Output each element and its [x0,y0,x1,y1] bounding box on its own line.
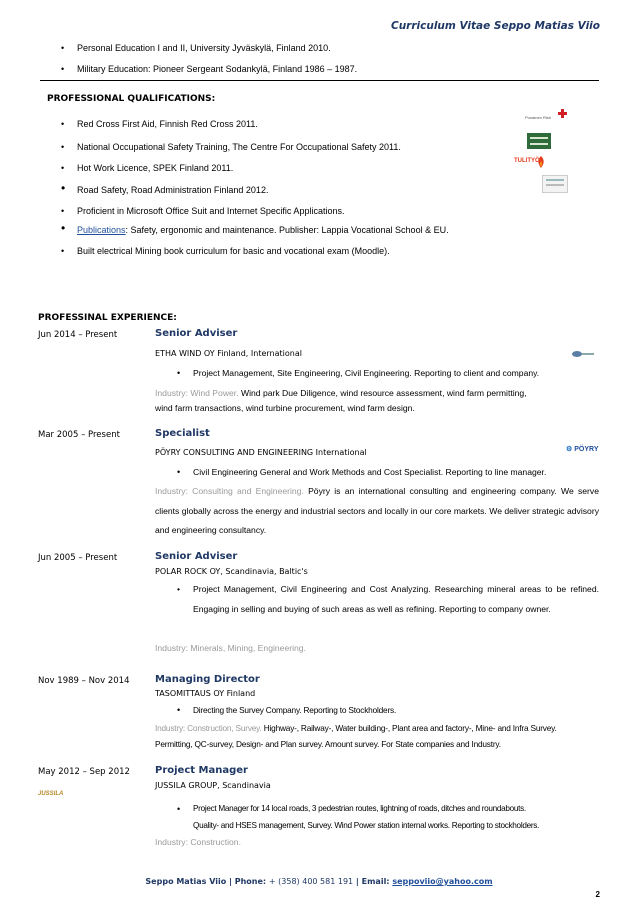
job-industry: Industry: Construction. [155,837,241,847]
qualifications-heading: PROFESSIONAL QUALIFICATIONS: [47,94,216,104]
bullet-icon: • [61,221,66,235]
bullet-icon: • [177,467,181,477]
job-description: Industry: Construction, Survey. Highway-, Railway-, Water building-, Plant area and factory-, Mine- and Infra Survey. [155,723,557,733]
bullet-icon: • [177,368,181,378]
bullet-icon: • [61,64,65,74]
bullet-icon: • [61,246,65,256]
bullet-icon: • [177,705,180,715]
job-date: Nov 1989 – Nov 2014 [38,676,130,686]
job-description: Quality- and HSES management, Survey. Wind Power station internal works. Reporting to stockholders. [193,821,540,830]
footer-contact: Seppo Matias Viio | Phone: + (358) 400 581 191 | Email: seppoviio@yahoo.com [145,877,493,886]
poyry-logo: ⚙ PÖYRY [566,446,599,453]
company-name: ETHA WIND OY Finland, International [155,349,302,358]
list-item: • National Occupational Safety Training, The Centre For Occupational Safety 2011. [61,142,401,152]
list-item: • Road Safety, Road Administration Finland 2012. [61,181,269,195]
list-item: • Built electrical Mining book curriculum for basic and vocational exam (Moodle). [61,246,390,256]
publications-link[interactable]: Publications [77,225,126,235]
job-title: Senior Adviser [155,328,238,339]
list-item: • Directing the Survey Company. Reporting to Stockholders. [177,705,397,715]
etha-wind-logo [571,345,595,353]
job-description: wind farm transactions, wind turbine procurement, wind farm design. [155,403,415,413]
list-item: • Project Manager for 14 local roads, 3 pedestrian routes, lightning of roads, ditches and roundabouts. [177,804,526,814]
bullet-icon: • [61,163,65,173]
email-link[interactable]: seppoviio@yahoo.com [392,877,493,886]
list-item: • Civil Engineering General and Work Methods and Cost Specialist. Reporting to line manager. [177,467,547,477]
bullet-icon: • [177,584,181,594]
company-name: POLAR ROCK OY, Scandinavia, Baltic's [155,567,308,576]
bullet-icon: • [61,142,65,152]
job-title: Managing Director [155,674,260,685]
list-item: • Military Education: Pioneer Sergeant Sodankylä, Finland 1986 – 1987. [61,64,358,74]
occupational-safety-logo [527,133,551,149]
job-description: Industry: Consulting and Engineering. Pöyry is an international consulting and engineering company. We serve clients globally across the energy and industrial sectors and locally in our core markets. We deliver strategic advisory and engineering consultancy. [155,486,599,535]
list-item: • Project Management, Civil Engineering and Cost Analyzing. Researching mineral areas to be refined. Engaging in selling and buying of such areas as well as refining. Reporting to company owner. [193,580,599,619]
job-title: Senior Adviser [155,551,238,562]
road-administration-logo [542,175,568,193]
list-item: • Personal Education I and II, University Jyväskylä, Finland 2010. [61,43,331,53]
list-item: • Proficient in Microsoft Office Suit and Internet Specific Applications. [61,206,345,216]
job-date: May 2012 – Sep 2012 [38,767,130,777]
bullet-icon: • [177,804,180,814]
job-industry: Industry: Minerals, Mining, Engineering. [155,643,306,653]
section-divider [40,80,599,81]
bullet-icon: • [61,43,65,53]
bullet-icon: • [61,119,65,129]
job-title: Specialist [155,428,210,439]
job-date: Jun 2014 – Present [38,330,118,340]
job-description: Permitting, QC-survey, Design- and Plan survey. Amount survey. For State companies and Industry. [155,739,501,749]
job-title: Project Manager [155,765,248,776]
company-name: PÖYRY CONSULTING AND ENGINEERING International [155,448,367,457]
bullet-icon: • [61,206,65,216]
job-date: Jun 2005 – Present [38,553,118,563]
list-item: • Publications: Safety, ergonomic and maintenance. Publisher: Lappia Vocational School & EU. [61,221,449,235]
list-item: • Red Cross First Aid, Finnish Red Cross 2011. [61,119,258,129]
company-name: TASOMITTAUS OY Finland [155,689,256,698]
bullet-icon: • [61,181,66,195]
company-name: JUSSILA GROUP, Scandinavia [155,781,271,790]
job-description: Industry: Wind Power. Wind park Due Diligence, wind resource assessment, wind farm permitting, [155,388,527,398]
experience-heading: PROFESSINAL EXPERIENCE: [38,313,177,323]
red-cross-logo: Punainen Risti [525,109,571,123]
list-item: • Hot Work Licence, SPEK Finland 2011. [61,163,234,173]
tulityo-logo: TULITYÖ [513,154,549,170]
job-date: Mar 2005 – Present [38,430,120,440]
page-header-title: Curriculum Vitae Seppo Matias Viio [390,20,600,32]
list-item: • Project Management, Site Engineering, Civil Engineering. Reporting to client and company. [177,368,540,378]
page-number: 2 [595,890,600,899]
jussila-logo: JUSSILA [38,791,64,797]
